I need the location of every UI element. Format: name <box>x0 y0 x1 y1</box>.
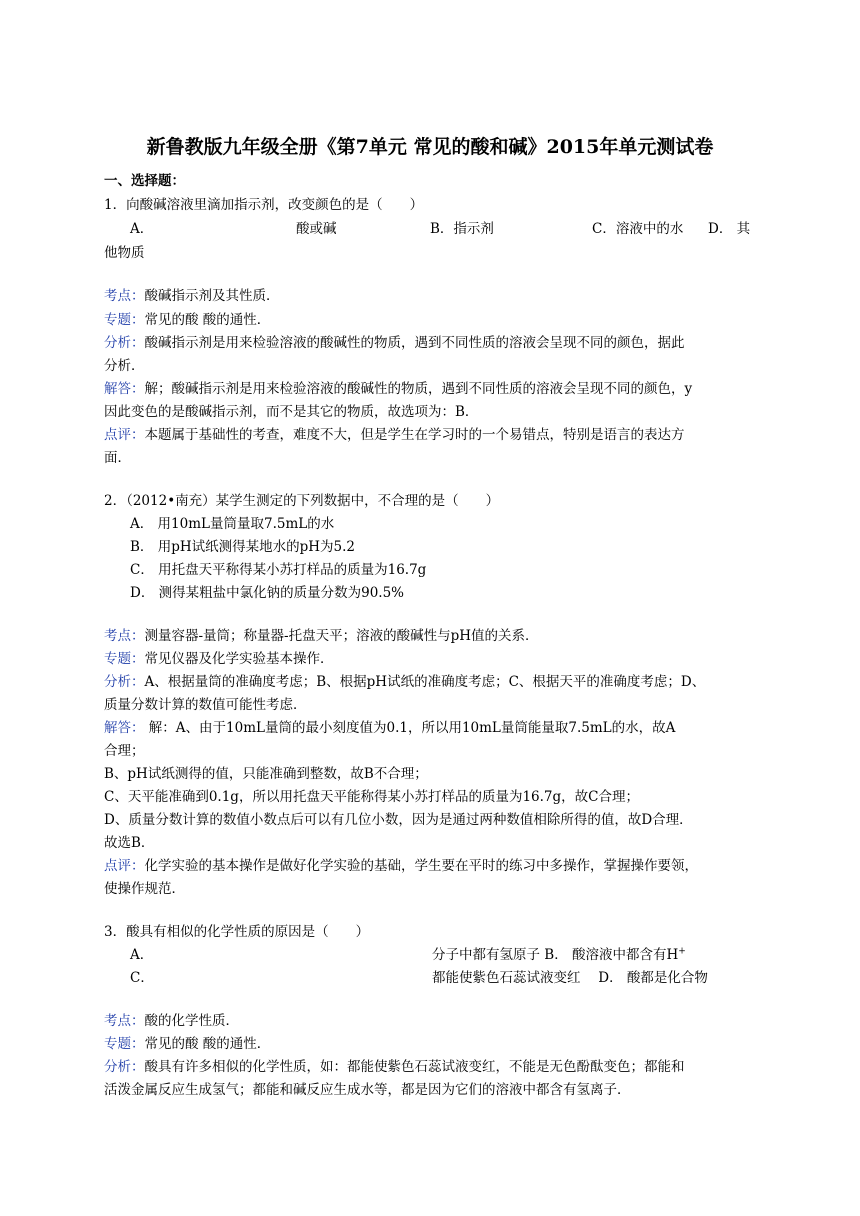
q2-kaodian: 考点：测量容器-量筒；称量器-托盘天平；溶液的酸碱性与pH值的关系． <box>104 628 539 644</box>
q3-option-a-letter: A． <box>130 947 154 963</box>
label-zhuanti: 专题： <box>104 312 145 328</box>
label-kaodian: 考点： <box>104 288 145 304</box>
q1-option-c: C．溶液中的水 <box>592 221 684 237</box>
q2-option-b: B． 用pH试纸测得某地水的pH为5.2 <box>130 539 356 555</box>
q1-kaodian: 考点：酸碱指示剂及其性质． <box>104 288 280 304</box>
q3-option-a-b: 分子中都有氢原子 B． 酸溶液中都含有H+ <box>432 946 686 963</box>
q2-stem: 2．（2012•南充）某学生测定的下列数据中，不合理的是（ ） <box>104 493 500 509</box>
q2-jieda-cont-2: B、pH试纸测得的值，只能准确到整数，故B不合理； <box>104 766 428 782</box>
label-fenxi: 分析： <box>104 335 145 351</box>
q1-dianping: 点评：本题属于基础性的考查，难度不大，但是学生在学习时的一个易错点，特别是语言的表达方 <box>104 427 685 443</box>
q3-kaodian: 考点：酸的化学性质． <box>104 1013 239 1029</box>
q2-option-a: A． 用10mL量筒量取7.5mL的水 <box>130 516 335 532</box>
q1-zhuanti: 专题：常见的酸 酸的通性． <box>104 312 271 328</box>
q2-dianping-cont: 使操作规范． <box>104 881 185 897</box>
section-heading: 一、选择题： <box>104 173 185 189</box>
q1-option-a-text: 酸或碱 <box>296 221 337 237</box>
label-dianping: 点评： <box>104 427 145 443</box>
q2-zhuanti: 专题：常见仪器及化学实验基本操作． <box>104 651 334 667</box>
label-jieda: 解答： <box>104 381 145 397</box>
q1-fenxi-cont: 分析． <box>104 358 145 374</box>
q1-option-d: D． 其 <box>708 221 751 237</box>
q1-option-d-cont: 他物质 <box>104 245 145 261</box>
q2-jieda-cont-1: 合理； <box>104 743 145 759</box>
q3-option-c-d: 都能使紫色石蕊试液变红 D． 酸都是化合物 <box>432 970 708 986</box>
q2-jieda: 解答： 解：A、由于10mL量筒的最小刻度值为0.1，所以用10mL量筒能量取7.5mL的水，故A <box>104 720 676 736</box>
q2-jieda-cont-5: 故选B． <box>104 835 155 851</box>
q1-jieda: 解答：解；酸碱指示剂是用来检验溶液的酸碱性的物质，遇到不同性质的溶液会呈现不同的颜色，y <box>104 381 693 397</box>
q1-fenxi: 分析：酸碱指示剂是用来检验溶液的酸碱性的物质，遇到不同性质的溶液会呈现不同的颜色，据此 <box>104 335 685 351</box>
q1-stem: 1．向酸碱溶液里滴加指示剂，改变颜色的是（ ） <box>104 197 424 213</box>
q2-fenxi-cont: 质量分数计算的数值可能性考虑． <box>104 697 307 713</box>
q2-option-c: C． 用托盘天平称得某小苏打样品的质量为16.7g <box>130 562 427 578</box>
q2-option-d: D． 测得某粗盐中氯化钠的质量分数为90.5% <box>130 585 405 601</box>
q3-zhuanti: 专题：常见的酸 酸的通性． <box>104 1036 271 1052</box>
q3-stem: 3．酸具有相似的化学性质的原因是（ ） <box>104 924 370 940</box>
q1-option-a-letter: A． <box>130 221 154 237</box>
q2-jieda-cont-3: C、天平能准确到0.1g，所以用托盘天平能称得某小苏打样品的质量为16.7g，故C合理； <box>104 789 639 805</box>
q1-option-b: B．指示剂 <box>430 221 494 237</box>
q3-fenxi-cont: 活泼金属反应生成氢气；都能和碱反应生成水等，都是因为它们的溶液中都含有氢离子． <box>104 1082 631 1098</box>
page-title: 新鲁教版九年级全册《第7单元 常见的酸和碱》2015年单元测试卷 <box>146 136 714 158</box>
q2-fenxi: 分析：A、根据量筒的准确度考虑；B、根据pH试纸的准确度考虑；C、根据天平的准确度考虑；D、 <box>104 674 706 690</box>
q3-option-c-letter: C． <box>130 970 154 986</box>
q1-dianping-cont: 面． <box>104 450 131 466</box>
q1-jieda-cont: 因此变色的是酸碱指示剂，而不是其它的物质，故选项为：B． <box>104 404 479 420</box>
q3-fenxi: 分析：酸具有许多相似的化学性质，如：都能使紫色石蕊试液变红，不能是无色酚酞变色；都能和 <box>104 1059 685 1075</box>
q2-jieda-cont-4: D、质量分数计算的数值小数点后可以有几位小数，因为是通过两种数值相除所得的值，故D合理． <box>104 812 693 828</box>
q2-dianping: 点评：化学实验的基本操作是做好化学实验的基础，学生要在平时的练习中多操作，掌握操作要领， <box>104 858 698 874</box>
